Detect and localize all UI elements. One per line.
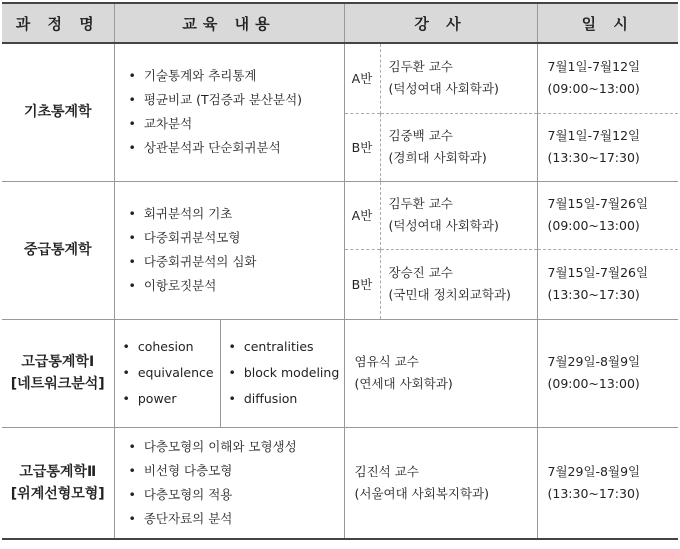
topic-item: • 다층모형의 적용 (129, 483, 344, 507)
class-label: A반 (344, 181, 380, 249)
table-row (2, 427, 678, 539)
date-range: 7월15일-7월26일 (547, 196, 649, 211)
instructor-name: 염유식 교수 (354, 354, 419, 369)
date-cell (537, 249, 678, 319)
topic-item: • 상관분석과 단순회귀분석 (129, 136, 344, 160)
instructor-name: 김두환 교수 (388, 59, 453, 75)
topic-item: • 기술통계와 추리통계 (129, 64, 344, 88)
time-range: (09:00~13:00) (547, 376, 640, 391)
course-name: 고급통계학Ⅰ [네트워크분석] (2, 319, 114, 427)
date-cell (537, 43, 678, 113)
topic-item: • 교차분석 (129, 112, 344, 136)
topic-item: • block modeling (229, 360, 344, 386)
time-range: (09:00~13:00) (547, 218, 640, 233)
topic-item: • 회귀분석의 기초 (129, 202, 344, 226)
date-range: 7월15일-7월26일 (547, 265, 649, 280)
instructor-affiliation: (국민대 정치외교학과) (388, 287, 511, 302)
class-label: A반 (344, 43, 380, 113)
instructor-name: 김두환 교수 (388, 196, 453, 211)
instructor-cell (344, 427, 537, 539)
table-row (2, 181, 678, 249)
course-topics (114, 181, 344, 319)
topic-item: • cohesion (123, 334, 220, 360)
date-cell (537, 181, 678, 249)
date-cell (537, 113, 678, 181)
course-name: 기초통계학 (2, 43, 114, 181)
instructor-cell (344, 319, 537, 427)
course-name: 중급통계학 (2, 181, 114, 319)
instructor-cell (380, 249, 537, 319)
topic-item: • 종단자료의 분석 (129, 507, 344, 531)
instructor-affiliation: (경희대 사회학과) (388, 150, 487, 165)
time-range: (13:30~17:30) (547, 287, 640, 302)
instructor-name: 김진석 교수 (354, 463, 419, 479)
table-row (2, 43, 678, 113)
topic-item: • 비선형 다층모형 (129, 459, 344, 483)
time-range: (13:30~17:30) (547, 150, 640, 165)
class-label: B반 (344, 249, 380, 319)
header-date: 일 시 (537, 3, 678, 43)
instructor-cell (380, 181, 537, 249)
header-instructor: 강 사 (344, 3, 537, 43)
time-range: (13:30~17:30) (547, 485, 640, 501)
course-topics-left (114, 319, 220, 427)
instructor-affiliation: (덕성여대 사회학과) (388, 81, 499, 97)
header-course: 과 정 명 (2, 3, 114, 43)
instructor-cell (380, 43, 537, 113)
instructor-affiliation: (서울여대 사회복지학과) (354, 485, 489, 501)
topic-item: • power (123, 386, 220, 412)
date-range: 7월29일-8월9일 (547, 354, 641, 369)
course-schedule-table (2, 2, 678, 540)
course-topics-right (220, 319, 344, 427)
table-row (2, 319, 678, 427)
time-range: (09:00~13:00) (547, 81, 640, 97)
date-cell (537, 427, 678, 539)
topic-item: • equivalence (123, 360, 220, 386)
class-label: B반 (344, 113, 380, 181)
course-topics (114, 427, 344, 539)
course-topics (114, 43, 344, 181)
topic-item: • 다층모형의 이해와 모형생성 (129, 435, 344, 459)
date-range: 7월1일-7월12일 (547, 128, 641, 143)
date-range: 7월29일-8월9일 (547, 463, 641, 479)
header-content: 교육 내용 (114, 3, 344, 43)
topic-item: • 평균비교 (T검증과 분산분석) (129, 88, 344, 112)
topic-item: • centralities (229, 334, 344, 360)
topic-item: • 다중회귀분석모형 (129, 226, 344, 250)
instructor-name: 장승진 교수 (388, 265, 453, 280)
date-range: 7월1일-7월12일 (547, 59, 641, 75)
instructor-affiliation: (덕성여대 사회학과) (388, 218, 499, 233)
date-cell (537, 319, 678, 427)
course-name: 고급통계학Ⅱ [위계선형모형] (2, 427, 114, 539)
topic-item: • 다중회귀분석의 심화 (129, 250, 344, 274)
instructor-affiliation: (연세대 사회학과) (354, 376, 453, 391)
instructor-cell (380, 113, 537, 181)
instructor-name: 김중백 교수 (388, 128, 453, 143)
topic-item: • diffusion (229, 386, 344, 412)
topic-item: • 이항로짓분석 (129, 274, 344, 298)
header-row (2, 3, 678, 43)
